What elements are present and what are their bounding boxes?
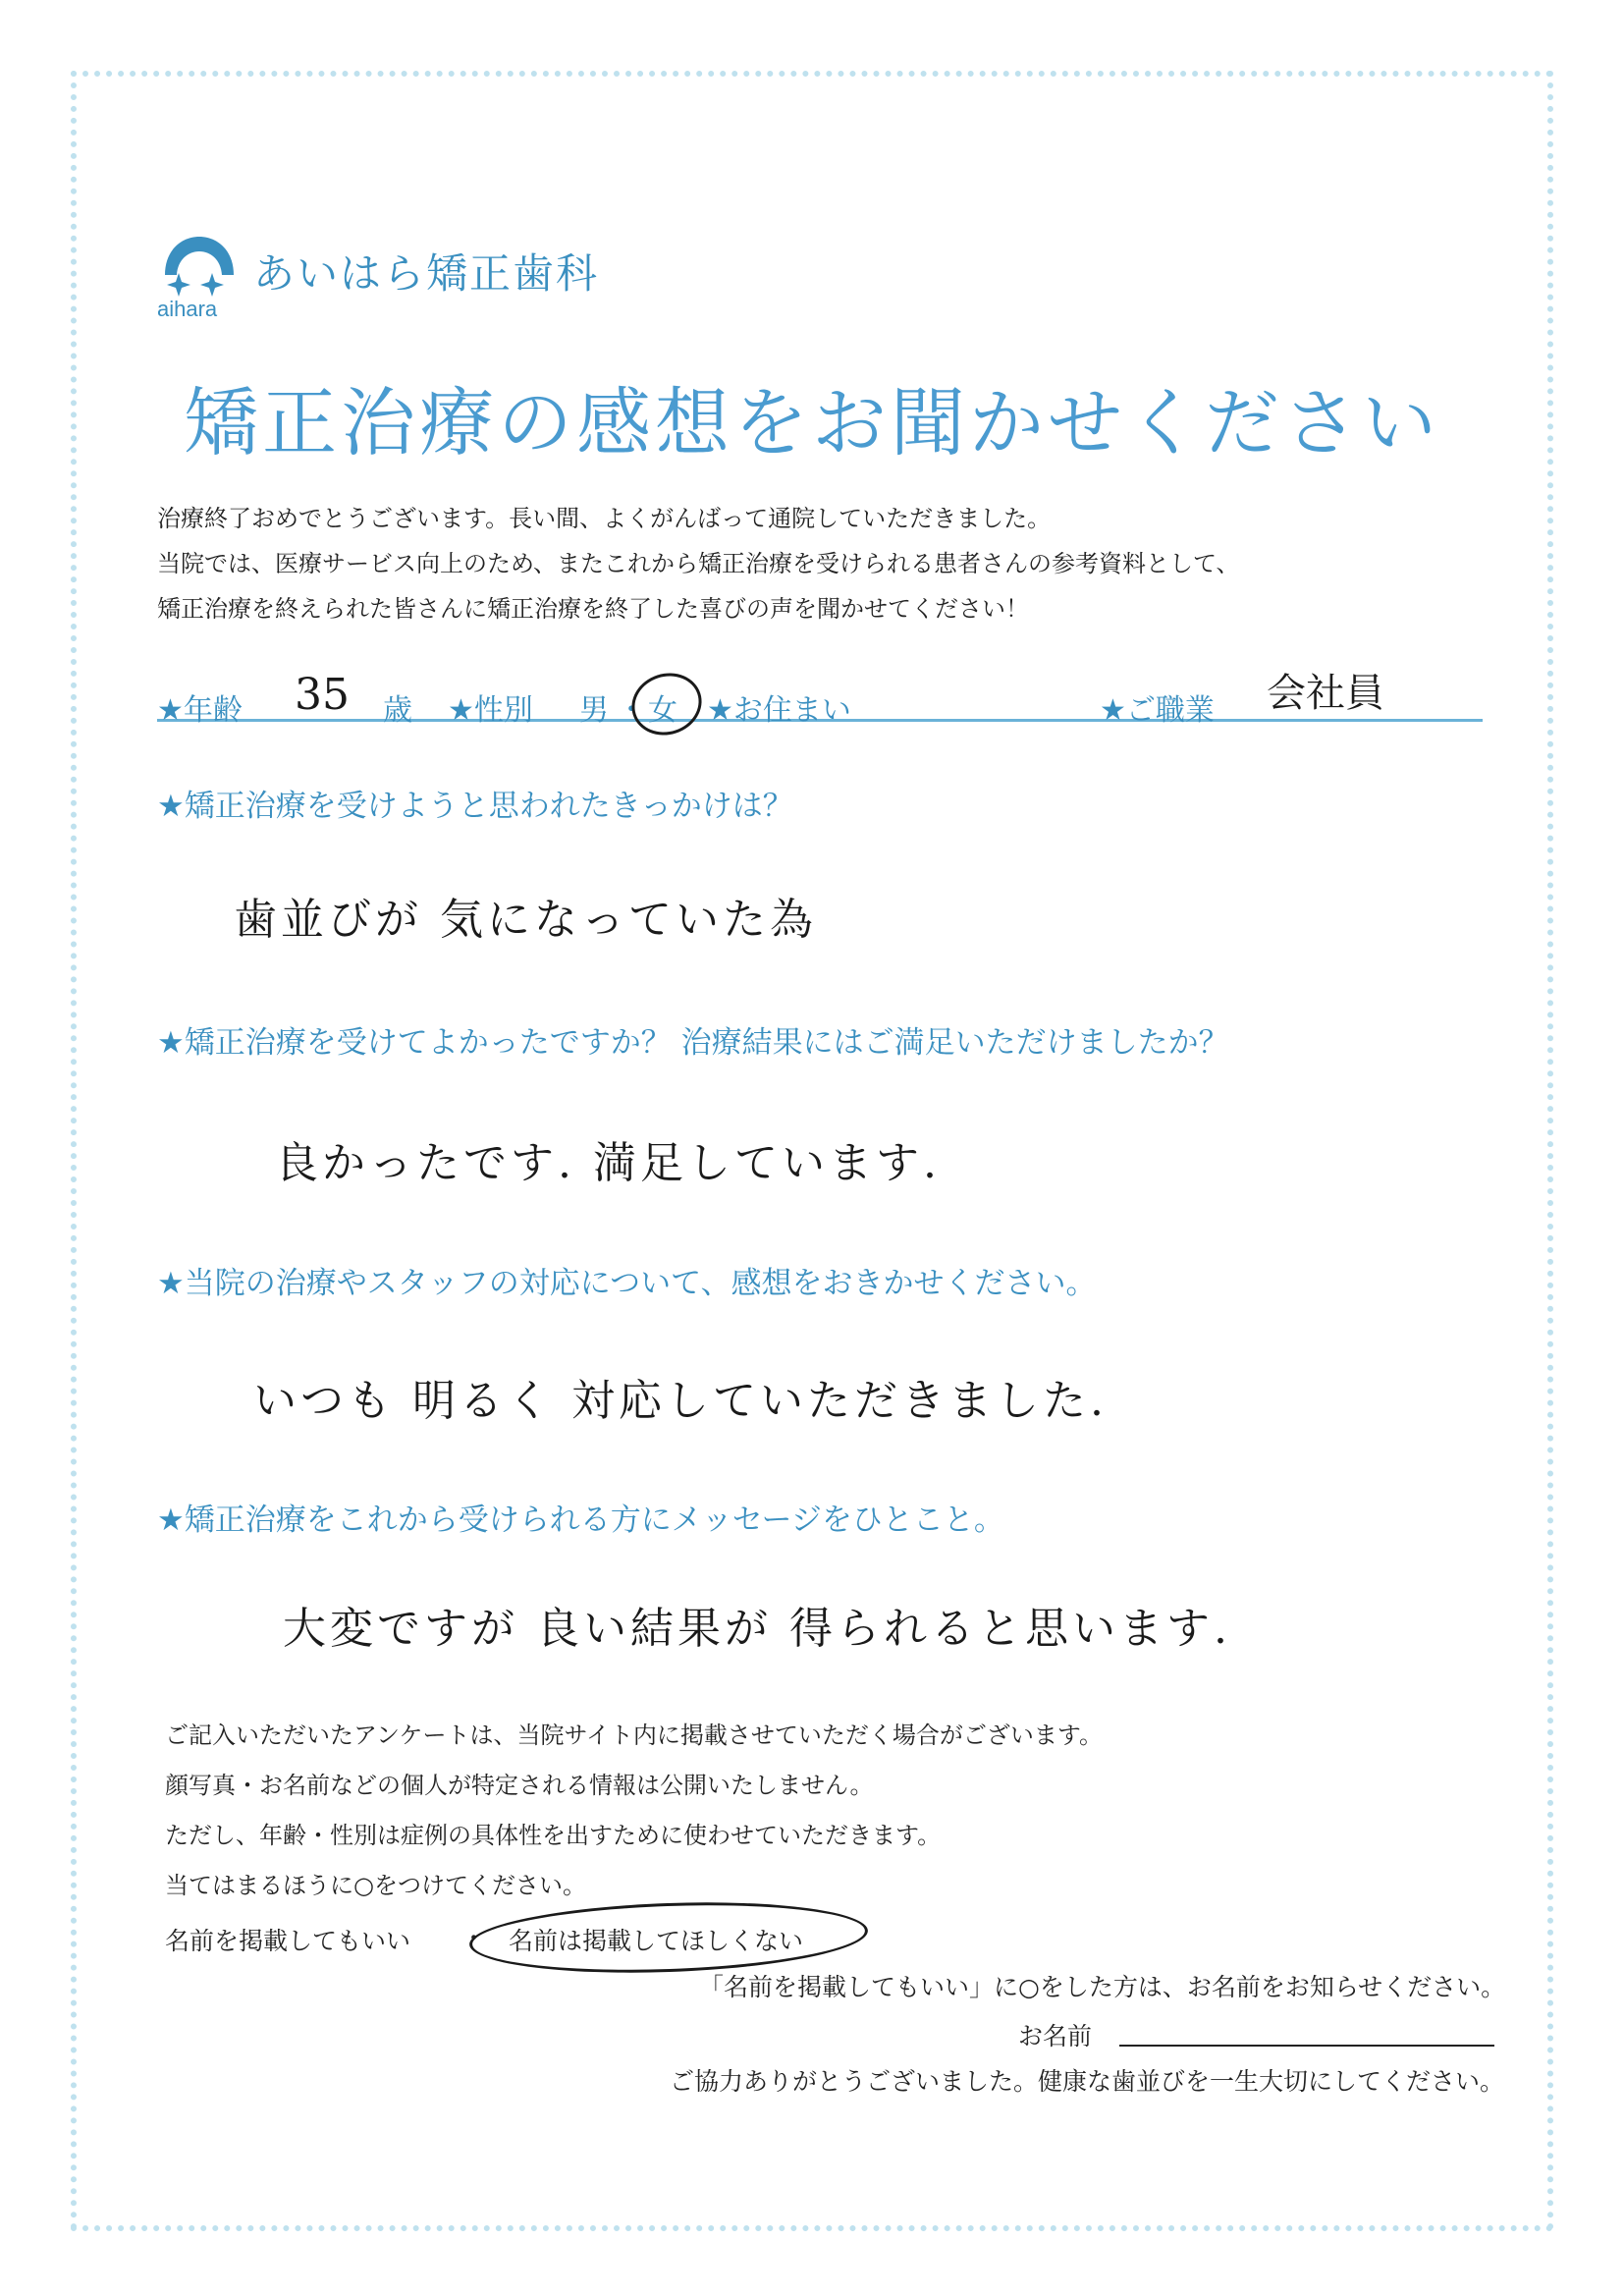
intro-text — [157, 496, 1240, 631]
answer-4: 大変ですが 良い結果が 得られると思います. — [283, 1604, 1231, 1654]
question-4: ★矯正治療をこれから受けられる方にメッセージをひとこと。 — [157, 1503, 1004, 1538]
consent-option-yes: 名前を掲載してもいい — [165, 1927, 411, 1955]
gender-separator: ・ — [617, 693, 646, 728]
publication-notes — [165, 1711, 1103, 1911]
name-request-text: 「名前を掲載してもいい」に○をした方は、お名前をお知らせください。 — [699, 1973, 1506, 2001]
gender-female: 女 — [648, 693, 677, 728]
respondent-info-row — [157, 670, 1483, 728]
consent-option-no: 名前は掲載してほしくない — [509, 1927, 804, 1955]
intro-line: 当院では、医療サービス向上のため、またこれから矯正治療を受けられる患者さんの参考資料として、 — [157, 550, 1240, 577]
answer-2: 良かったです. 満足しています. — [275, 1138, 941, 1188]
residence-label: ★お住まい — [707, 693, 851, 728]
consent-separator: ・ — [461, 1924, 487, 1952]
aihara-logo — [155, 214, 244, 320]
intro-line: 矯正治療を終えられた皆さんに矯正治療を終了した喜びの声を聞かせてください！ — [157, 595, 1029, 623]
logo-text: aihara — [157, 297, 218, 320]
question-3: ★当院の治療やスタッフの対応について、感想をおきかせください。 — [157, 1266, 1097, 1301]
occupation-label: ★ご職業 — [1100, 693, 1215, 728]
thanks-text: ご協力ありがとうございました。健康な歯並びを一生大切にしてください。 — [670, 2067, 1505, 2096]
gender-label: ★性別 — [448, 693, 533, 728]
age-unit: 歳 — [383, 693, 412, 728]
question-1: ★矯正治療を受けようと思われたきっかけは？ — [157, 789, 793, 824]
note-line: ご記入いただいたアンケートは、当院サイト内に掲載させていただく場合がございます。 — [165, 1722, 1103, 1749]
age-label: ★年齢 — [157, 693, 243, 728]
clinic-name: あいはら矯正歯科 — [253, 249, 600, 298]
answer-3: いつも 明るく 対応していただきました. — [253, 1376, 1108, 1426]
intro-line: 治療終了おめでとうございます。長い間、よくがんばって通院していただきました。 — [157, 505, 1052, 532]
name-blank-line — [1119, 2045, 1494, 2047]
page-title: 矯正治療の感想をお聞かせください — [184, 379, 1440, 466]
note-line: ただし、年齢・性別は症例の具体性を出すために使わせていただきます。 — [165, 1822, 942, 1849]
answer-1: 歯並びが 気になっていた為 — [234, 895, 817, 945]
age-value: 35 — [295, 670, 350, 720]
gender-male: 男 — [579, 693, 609, 728]
note-line: 当てはまるほうに○をつけてください。 — [165, 1872, 586, 1899]
name-label: お名前 — [1018, 2022, 1093, 2050]
question-2: ★矯正治療を受けてよかったですか？ 治療結果にはご満足いただけましたか？ — [157, 1025, 1229, 1061]
occupation-value: 会社員 — [1267, 671, 1384, 716]
note-line: 顔写真・お名前などの個人が特定される情報は公開いたしません。 — [165, 1772, 874, 1799]
